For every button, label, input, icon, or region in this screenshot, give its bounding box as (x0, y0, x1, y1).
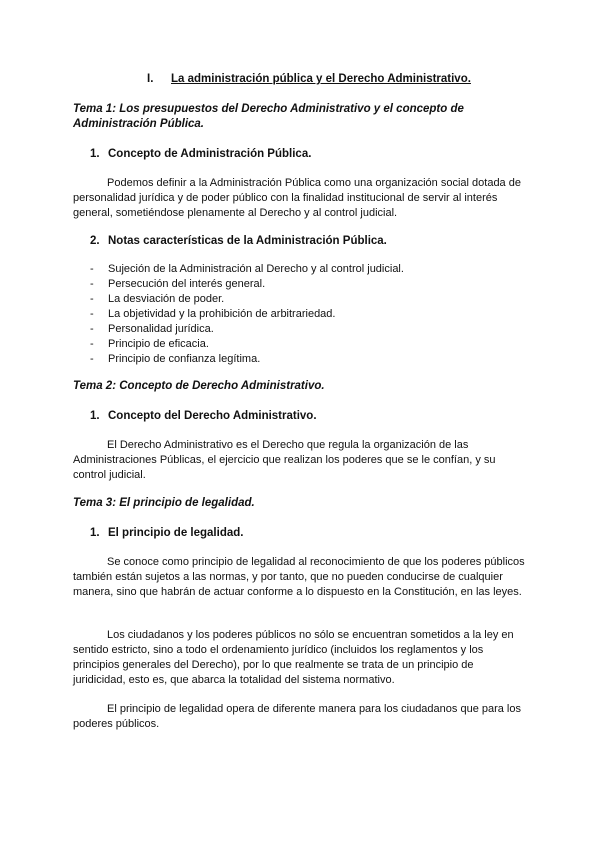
section-3-1-heading (90, 526, 530, 541)
section-1-1-heading (90, 147, 530, 162)
list-item: - Principio de confianza legítima. (90, 353, 261, 365)
paragraph-derecho-administrativo: El Derecho Administrativo es el Derecho que regula la organización de las Administraciones Públicas, el ejercicio que realizan los poderes que se le confían, y su control judicial. (73, 439, 496, 481)
list-item: - Personalidad jurídica. (90, 323, 214, 335)
list-item: - La desviación de poder. (90, 293, 225, 305)
tema-1-title: Los presupuestos del Derecho Administrativo y el concepto de Administración Pública. (73, 103, 464, 130)
section-1-1-title: Concepto de Administración Pública. (108, 148, 312, 160)
section-2-1-title: Concepto del Derecho Administrativo. (108, 410, 317, 422)
main-title (147, 72, 547, 87)
list-item: - Principio de eficacia. (90, 338, 209, 350)
list-item: - La objetividad y la prohibición de arbitrariedad. (90, 308, 336, 320)
list-item: - Sujeción de la Administración al Derecho y al control judicial. (90, 263, 404, 275)
section-1-2-number: 2. (90, 235, 100, 247)
tema-2-title: Concepto de Derecho Administrativo. (119, 380, 325, 392)
section-1-2-heading (90, 234, 530, 249)
tema-2-label: Tema 2: (73, 380, 117, 392)
section-2-1-number: 1. (90, 410, 100, 422)
main-title-text: La administración pública y el Derecho Administrativo. (171, 73, 471, 85)
section-3-1-number: 1. (90, 527, 100, 539)
paragraph-admin-publica: Podemos definir a la Administración Pública como una organización social dotada de personalidad jurídica y de poder público con la finalidad institucional de servir al interés general, sometiéndose plenamente al Derecho y al control judicial. (73, 177, 521, 219)
tema-3-heading (73, 496, 528, 511)
section-3-1-title: El principio de legalidad. (108, 527, 244, 539)
paragraph-legalidad-3: El principio de legalidad opera de diferente manera para los ciudadanos que para los poderes públicos. (73, 703, 521, 730)
section-2-1-heading (90, 409, 530, 424)
tema-3-title: El principio de legalidad. (119, 497, 255, 509)
tema-1-label: Tema 1: (73, 103, 117, 115)
main-title-number: I. (147, 73, 154, 85)
paragraph-legalidad-2: Los ciudadanos y los poderes públicos no sólo se encuentran sometidos a la ley en sentido estricto, sino a todo el ordenamiento jurídico (incluidos los reglamentos y los principios generales del Derecho), por lo que realmente se trata de un principio de juridicidad, esto es, que abarca la totalidad del sistema normativo. (73, 629, 514, 686)
tema-1-heading (73, 102, 528, 132)
section-1-1-number: 1. (90, 148, 100, 160)
list-item: - Persecución del interés general. (90, 278, 266, 290)
tema-2-heading (73, 379, 528, 394)
tema-3-label: Tema 3: (73, 497, 117, 509)
notas-list (73, 262, 528, 367)
paragraph-legalidad-1: Se conoce como principio de legalidad al reconocimiento de que los poderes públicos también están sujetos a las normas, y por tanto, que no pueden conducirse de cualquier manera, sino que habrán de actuar conforme a lo dispuesto en la Constitución, en las leyes. (73, 556, 525, 598)
section-1-2-title: Notas características de la Administración Pública. (108, 235, 387, 247)
